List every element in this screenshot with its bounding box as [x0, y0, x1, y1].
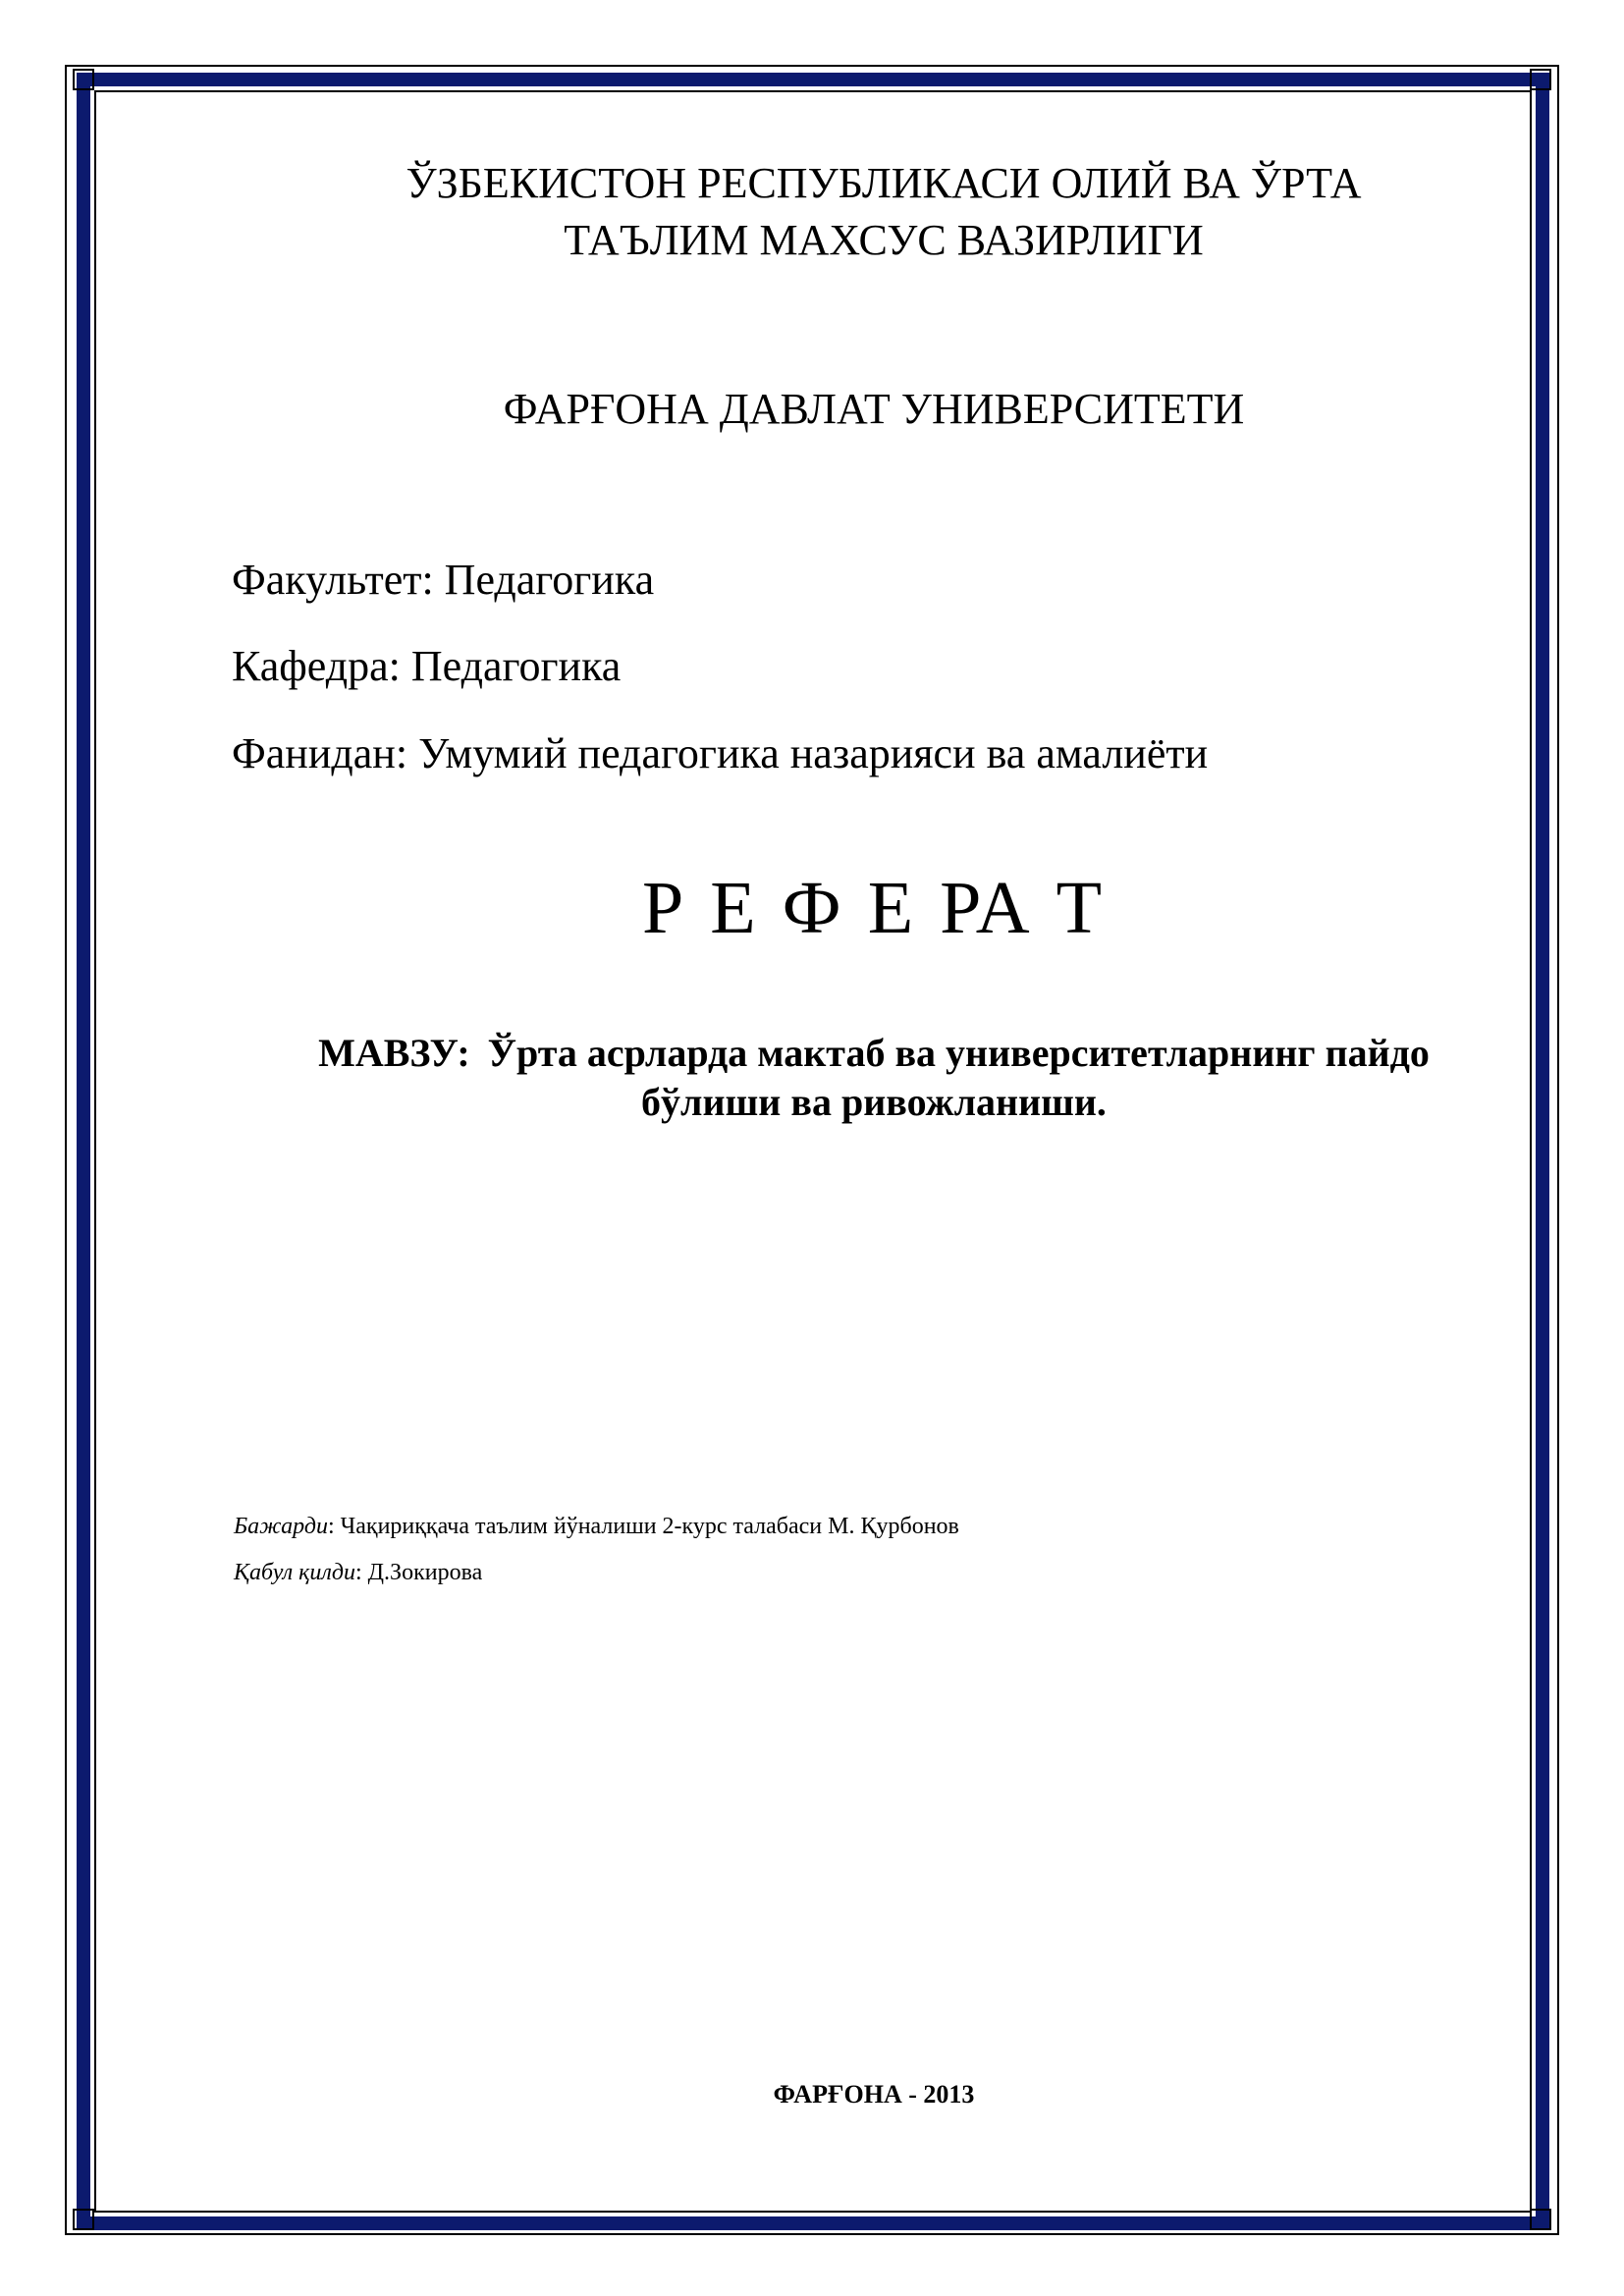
- topic-line-1: [236, 1029, 1512, 1078]
- border-corner-ornament: [1530, 69, 1551, 90]
- faculty-field: Факультет: Педагогика: [232, 556, 655, 604]
- border-corner-ornament: [73, 69, 94, 90]
- topic-label: МАВЗУ:: [318, 1031, 470, 1075]
- topic-block: [236, 1029, 1512, 1127]
- footer-city-year: ФАРҒОНА - 2013: [773, 2080, 975, 2109]
- performer-label: Бажарди: [234, 1514, 328, 1539]
- ministry-line-2: ТАЪЛИМ МАХСУС ВАЗИРЛИГИ: [564, 216, 1204, 264]
- topic-text-line-2: бўлиши ва ривожланиши.: [641, 1080, 1107, 1124]
- receiver-line: [234, 1558, 482, 1587]
- receiver-label: Қабул қилди: [234, 1560, 355, 1585]
- performer-value: : Чақириққача таълим йўналиши 2-курс талабаси М. Қурбонов: [328, 1514, 959, 1539]
- border-corner-ornament: [73, 2209, 94, 2230]
- topic-text-line-1: Ўрта асрларда мактаб ва университетларнинг пайдо: [487, 1031, 1430, 1075]
- ministry-line-1: ЎЗБЕКИСТОН РЕСПУБЛИКАСИ ОЛИЙ ВА ЎРТА: [406, 159, 1362, 207]
- subject-field: Фанидан: Умумий педагогика назарияси ва амалиёти: [232, 729, 1209, 777]
- university-name: ФАРҒОНА ДАВЛАТ УНИВЕРСИТЕТИ: [503, 385, 1245, 433]
- border-corner-ornament: [1530, 2209, 1551, 2230]
- ministry-heading: [295, 155, 1473, 269]
- performer-line: [234, 1512, 959, 1541]
- department-field: Кафедра: Педагогика: [232, 642, 622, 690]
- document-type-title: Р Е Ф Е РА Т: [641, 867, 1106, 949]
- receiver-value: : Д.Зокирова: [355, 1560, 483, 1585]
